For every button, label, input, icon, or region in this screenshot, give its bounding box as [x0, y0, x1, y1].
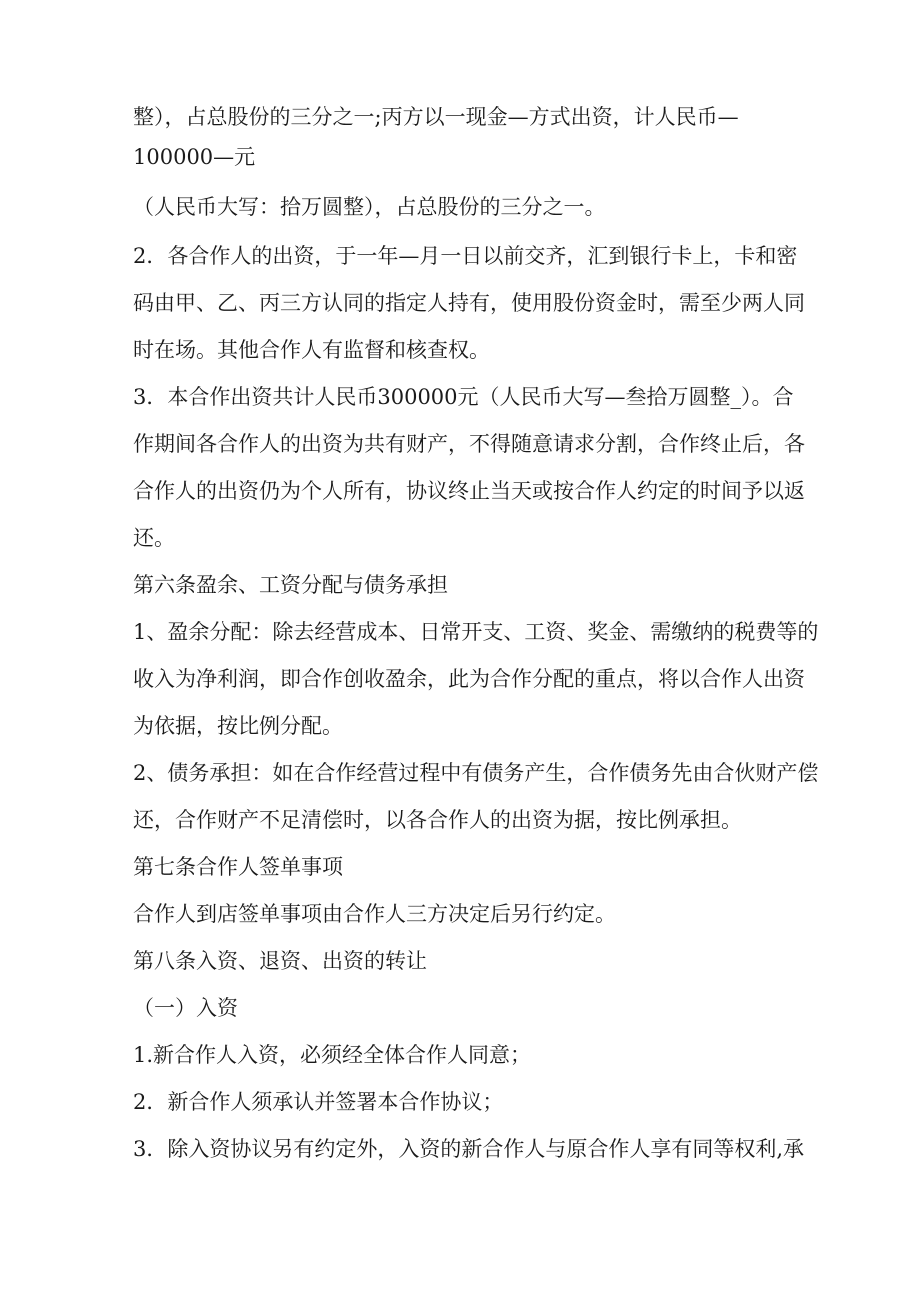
text-line: 为依据，按比例分配。	[133, 714, 343, 738]
document-body	[133, 94, 819, 1173]
text-line: 合作人到店签单事项由合作人三方决定后另行约定。	[133, 902, 616, 926]
subsection-heading: （一）入资	[133, 996, 238, 1020]
section-heading: 第八条入资、退资、出资的转让	[133, 949, 427, 973]
section-heading: 第六条盈余、工资分配与债务承担	[133, 573, 448, 597]
section-heading: 第七条合作人签单事项	[133, 855, 343, 879]
text-line: 2．各合作人的出资，于一年—月一日以前交齐，汇到银行卡上，卡和密	[133, 244, 798, 268]
text-line: 时在场。其他合作人有监督和核查权。	[133, 338, 490, 362]
text-line: 码由甲、乙、丙三方认同的指定人持有，使用股份资金时，需至少两人同	[133, 291, 805, 315]
text-line: 2、债务承担：如在合作经营过程中有债务产生，合作债务先由合伙财产偿	[133, 761, 819, 785]
text-line: 合作人的出资仍为个人所有，协议终止当天或按合作人约定的时间予以返	[133, 479, 805, 503]
text-line: 3．除入资协议另有约定外，入资的新合作人与原合作人享有同等权利,承	[133, 1137, 805, 1161]
text-line: 收入为净利润，即合作创收盈余，此为合作分配的重点，将以合作人出资	[133, 667, 805, 691]
text-line: 2．新合作人须承认并签署本合作协议；	[133, 1090, 504, 1114]
text-line: 3．本合作出资共计人民币300000元（人民币大写—叁拾万圆整_）。合	[133, 385, 794, 409]
text-line: 1.新合作人入资，必须经全体合作人同意；	[133, 1043, 532, 1067]
text-line: 还。	[133, 526, 175, 550]
text-line: 整），占总股份的三分之一;丙方以一现金—方式出资，计人民币—	[133, 105, 739, 129]
text-line: 1、盈余分配：除去经营成本、日常开支、工资、奖金、需缴纳的税费等的	[133, 620, 819, 644]
text-line: 100000—元	[133, 145, 256, 169]
text-line: （人民币大写：拾万圆整），占总股份的三分之一。	[133, 195, 606, 219]
text-line: 作期间各合作人的出资为共有财产，不得随意请求分割，合作终止后，各	[133, 432, 805, 456]
text-line: 还，合作财产不足清偿时，以各合作人的出资为据，按比例承担。	[133, 808, 742, 832]
